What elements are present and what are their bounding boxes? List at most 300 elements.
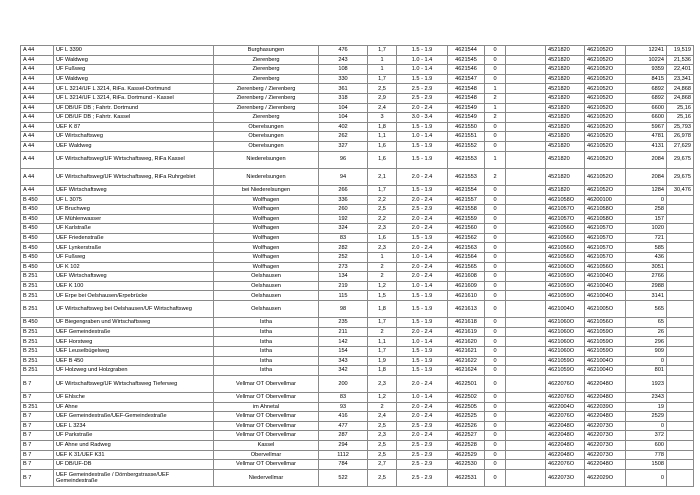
object-id-cell: 4622528 [448,440,485,450]
grade-cell: 2,5 [368,205,397,215]
grade-range-cell: 2.5 - 2.9 [397,469,448,486]
km-cell [667,327,694,337]
grade-cell: 2,2 [368,195,397,205]
part-cell: 0 [485,185,506,195]
node-to-cell: 4621052O [585,141,626,151]
location-cell: Vellmar OT Obervellmar [214,431,319,441]
length-cell: 108 [319,65,368,75]
location-cell: Vellmar OT Obervellmar [214,421,319,431]
km-cell [667,195,694,205]
grade-cell: 2,7 [368,460,397,470]
location-cell: Istha [214,337,319,347]
table-row [21,103,694,113]
table-row [21,151,694,168]
blank-cell [506,253,546,263]
node-from-cell: 4622048O [546,421,585,431]
table-row [21,205,694,215]
grade-cell: 2 [368,327,397,337]
grade-range-cell: 2.0 - 2.4 [397,375,448,392]
station-cell: 0 [626,421,667,431]
station-cell: 801 [626,366,667,376]
station-cell: 2766 [626,272,667,282]
station-cell: 1284 [626,185,667,195]
grade-cell: 2,2 [368,214,397,224]
km-cell [667,243,694,253]
station-cell: 258 [626,205,667,215]
road-cell: A 44 [21,122,54,132]
table-row [21,224,694,234]
object-name-cell: UEF B 450 [54,356,214,366]
grade-range-cell: 1.0 - 1.4 [397,392,448,402]
object-id-cell: 4622502 [448,392,485,402]
length-cell: 83 [319,233,368,243]
station-cell: 19 [626,402,667,412]
object-id-cell: 4621564 [448,253,485,263]
road-cell: B 7 [21,392,54,402]
km-cell [667,233,694,243]
part-cell: 0 [485,421,506,431]
length-cell: 260 [319,205,368,215]
part-cell: 0 [485,233,506,243]
grade-range-cell: 2.0 - 2.4 [397,195,448,205]
station-cell: 1923 [626,375,667,392]
object-name-cell: UF Karlstraße [54,224,214,234]
grade-cell: 2,5 [368,440,397,450]
blank-cell [506,392,546,402]
grade-cell: 1,1 [368,337,397,347]
grade-range-cell: 2.5 - 2.9 [397,440,448,450]
location-cell: Oelshausen [214,291,319,301]
location-cell: Wolfhagen [214,233,319,243]
object-id-cell: 4621560 [448,224,485,234]
object-id-cell: 4621546 [448,65,485,75]
part-cell: 1 [485,151,506,168]
object-id-cell: 4621610 [448,291,485,301]
grade-cell: 1,8 [368,301,397,318]
part-cell: 2 [485,113,506,123]
table-row [21,450,694,460]
table-row [21,74,694,84]
grade-cell: 2,3 [368,431,397,441]
station-cell: 3141 [626,291,667,301]
node-from-cell: 4622004O [546,402,585,412]
table-row [21,327,694,337]
object-name-cell: UEF Wirtschaftsweg [54,185,214,195]
location-cell: Zierenberg [214,113,319,123]
grade-cell: 1,6 [368,233,397,243]
object-id-cell: 4621618 [448,318,485,328]
location-cell: Wolfhagen [214,262,319,272]
object-id-cell: 4621551 [448,132,485,142]
location-cell: Vellmar OT Obervellmar [214,392,319,402]
node-to-cell: 4621056O [585,262,626,272]
location-cell: Oelshausen [214,281,319,291]
station-cell: 1020 [626,224,667,234]
km-cell [667,450,694,460]
km-cell [667,440,694,450]
part-cell: 0 [485,141,506,151]
road-cell: B 7 [21,460,54,470]
node-from-cell: 4621056O [546,253,585,263]
length-cell: 200 [319,375,368,392]
node-from-cell: 4521820 [546,151,585,168]
object-name-cell: UF DB/UF DB ; Fahrtr. Kassel [54,113,214,123]
grade-cell: 2,5 [368,84,397,94]
object-id-cell: 4621558 [448,205,485,215]
part-cell: 2 [485,168,506,185]
object-name-cell: UF Wirtschaftsweg bei Oelshausen/UF Wirtschaftsweg [54,301,214,318]
part-cell: 0 [485,281,506,291]
object-id-cell: 4621553 [448,168,485,185]
station-cell: 2343 [626,392,667,402]
station-cell: 1508 [626,460,667,470]
km-cell [667,291,694,301]
km-cell [667,272,694,282]
node-to-cell: 4621057O [585,233,626,243]
length-cell: 324 [319,224,368,234]
grade-range-cell: 1.5 - 1.9 [397,301,448,318]
road-cell: B 450 [21,243,54,253]
road-cell: B 7 [21,421,54,431]
road-cell: A 44 [21,168,54,185]
road-cell: A 44 [21,93,54,103]
node-to-cell: 4621052O [585,84,626,94]
object-id-cell: 4622501 [448,375,485,392]
length-cell: 93 [319,402,368,412]
node-to-cell: 4622048O [585,460,626,470]
blank-cell [506,421,546,431]
station-cell: 909 [626,347,667,357]
location-cell: Oelshausen [214,301,319,318]
station-cell: 0 [626,195,667,205]
road-cell: B 450 [21,318,54,328]
grade-range-cell: 1.5 - 1.9 [397,233,448,243]
grade-cell: 1 [368,55,397,65]
object-name-cell: UF Fußweg [54,253,214,263]
blank-cell [506,366,546,376]
location-cell: bei Niederelsungen [214,185,319,195]
part-cell: 0 [485,224,506,234]
location-cell: Wolfhagen [214,253,319,263]
length-cell: 252 [319,253,368,263]
node-from-cell: 4622076O [546,375,585,392]
part-cell: 0 [485,402,506,412]
station-cell: 721 [626,233,667,243]
station-cell: 778 [626,450,667,460]
road-cell: B 251 [21,272,54,282]
km-cell [667,412,694,422]
grade-cell: 1,8 [368,122,397,132]
object-name-cell: UEF K 31/UEF K31 [54,450,214,460]
object-id-cell: 4621557 [448,195,485,205]
table-row [21,412,694,422]
grade-range-cell: 2.0 - 2.4 [397,214,448,224]
grade-cell: 1,2 [368,392,397,402]
node-to-cell: 4622073O [585,421,626,431]
km-cell: 25,16 [667,103,694,113]
grade-range-cell: 2.5 - 2.9 [397,450,448,460]
location-cell: Wolfhagen [214,243,319,253]
table-row [21,141,694,151]
length-cell: 416 [319,412,368,422]
length-cell: 273 [319,262,368,272]
object-name-cell: UF Wirtschaftsweg [54,132,214,142]
station-cell: 565 [626,301,667,318]
length-cell: 104 [319,103,368,113]
length-cell: 94 [319,168,368,185]
blank-cell [506,281,546,291]
grade-range-cell: 2.0 - 2.4 [397,168,448,185]
road-cell: A 44 [21,132,54,142]
length-cell: 211 [319,327,368,337]
grade-range-cell: 2.0 - 2.4 [397,103,448,113]
node-to-cell: 4621004O [585,272,626,282]
grade-cell: 1 [368,253,397,263]
km-cell: 26,978 [667,132,694,142]
node-to-cell: 4621056O [585,318,626,328]
grade-range-cell: 1.5 - 1.9 [397,141,448,151]
node-from-cell: 4622073O [546,469,585,486]
blank-cell [506,103,546,113]
location-cell: Niedervellmar [214,469,319,486]
node-from-cell: 4621057O [546,205,585,215]
blank-cell [506,141,546,151]
grade-cell: 2,3 [368,375,397,392]
blank-cell [506,151,546,168]
part-cell: 0 [485,74,506,84]
table-row [21,84,694,94]
grade-range-cell: 1.5 - 1.9 [397,122,448,132]
road-cell: B 7 [21,431,54,441]
part-cell: 1 [485,103,506,113]
node-from-cell: 4622076O [546,392,585,402]
node-from-cell: 4521820 [546,84,585,94]
part-cell: 0 [485,205,506,215]
node-to-cell: 4621057O [585,253,626,263]
road-cell: A 44 [21,74,54,84]
road-cell: B 450 [21,233,54,243]
object-id-cell: 4621553 [448,151,485,168]
table-row [21,421,694,431]
road-cell: B 251 [21,402,54,412]
grade-range-cell: 1.0 - 1.4 [397,65,448,75]
km-cell [667,253,694,263]
table-row [21,185,694,195]
km-cell: 25,16 [667,113,694,123]
grade-cell: 1,6 [368,151,397,168]
blank-cell [506,450,546,460]
grade-range-cell: 1.5 - 1.9 [397,74,448,84]
table-row [21,366,694,376]
grade-range-cell: 2.0 - 2.4 [397,272,448,282]
blank-cell [506,440,546,450]
station-cell: 12241 [626,46,667,56]
node-from-cell: 4621060O [546,327,585,337]
grade-cell: 1,7 [368,318,397,328]
location-cell: Wolfhagen [214,224,319,234]
length-cell: 115 [319,291,368,301]
location-cell: Zierenberg [214,55,319,65]
station-cell: 4131 [626,141,667,151]
grade-range-cell: 1.0 - 1.4 [397,55,448,65]
part-cell: 0 [485,214,506,224]
station-cell: 6600 [626,113,667,123]
table-row [21,431,694,441]
location-cell: Wolfhagen [214,205,319,215]
node-to-cell: 4621058O [585,214,626,224]
length-cell: 522 [319,469,368,486]
grade-cell: 2 [368,402,397,412]
station-cell: 372 [626,431,667,441]
location-cell: Oberelsungen [214,132,319,142]
location-cell: Niederelsungen [214,151,319,168]
grade-range-cell: 1.5 - 1.9 [397,366,448,376]
length-cell: 343 [319,356,368,366]
km-cell: 29,675 [667,168,694,185]
part-cell: 0 [485,327,506,337]
part-cell: 0 [485,450,506,460]
location-cell: Burghasungen [214,46,319,56]
station-cell: 6892 [626,93,667,103]
station-cell: 9359 [626,65,667,75]
table-row [21,392,694,402]
part-cell: 0 [485,55,506,65]
object-id-cell: 4622505 [448,402,485,412]
table-row [21,318,694,328]
object-id-cell: 4621562 [448,233,485,243]
node-to-cell: 4622073O [585,431,626,441]
road-cell: B 450 [21,224,54,234]
part-cell: 0 [485,122,506,132]
km-cell: 19,519 [667,46,694,56]
grade-range-cell: 3.0 - 3.4 [397,113,448,123]
object-name-cell: UEF Gemeindestraße/UEF-Gemeindestraße [54,412,214,422]
grade-cell: 1,6 [368,141,397,151]
part-cell: 2 [485,93,506,103]
blank-cell [506,65,546,75]
node-from-cell: 4521820 [546,113,585,123]
road-cell: B 251 [21,327,54,337]
blank-cell [506,168,546,185]
length-cell: 262 [319,132,368,142]
grade-range-cell: 2.0 - 2.4 [397,262,448,272]
node-to-cell: 4622039O [585,402,626,412]
grade-cell: 2,5 [368,450,397,460]
object-name-cell: UEF Lynkerstraße [54,243,214,253]
grade-cell: 1,7 [368,46,397,56]
node-to-cell: 4621004O [585,291,626,301]
grade-cell: 2,3 [368,243,397,253]
object-id-cell: 4621609 [448,281,485,291]
table-row [21,243,694,253]
station-cell: 26 [626,327,667,337]
grade-cell: 1,9 [368,356,397,366]
grade-cell: 2,3 [368,224,397,234]
length-cell: 1112 [319,450,368,460]
blank-cell [506,84,546,94]
node-to-cell: 4621052O [585,65,626,75]
object-name-cell: UF Wirtschaftsweg/UF Wirtschaftsweg, RiFa Ruhrgebiet [54,168,214,185]
node-to-cell: 4622073O [585,450,626,460]
table-row [21,301,694,318]
length-cell: 104 [319,113,368,123]
table-row [21,55,694,65]
node-to-cell: 4621052O [585,46,626,56]
node-to-cell: 4622073O [585,440,626,450]
part-cell: 0 [485,65,506,75]
blank-cell [506,262,546,272]
station-cell: 2988 [626,281,667,291]
length-cell: 361 [319,84,368,94]
length-cell: 243 [319,55,368,65]
station-cell: 6892 [626,84,667,94]
road-cell: A 44 [21,84,54,94]
length-cell: 134 [319,272,368,282]
object-name-cell: UF L 3390 [54,46,214,56]
length-cell: 154 [319,347,368,357]
km-cell: 21,536 [667,55,694,65]
km-cell [667,460,694,470]
table-row [21,440,694,450]
road-cell: A 44 [21,151,54,168]
node-from-cell: 4621059O [546,356,585,366]
table-row [21,281,694,291]
object-name-cell: UF Ehlsche [54,392,214,402]
km-cell [667,375,694,392]
grade-cell: 3 [368,113,397,123]
grade-range-cell: 1.5 - 1.9 [397,151,448,168]
grade-range-cell: 2.5 - 2.9 [397,421,448,431]
node-from-cell: 4621059O [546,291,585,301]
node-to-cell: 4621052O [585,122,626,132]
object-id-cell: 4622526 [448,421,485,431]
part-cell: 0 [485,272,506,282]
bridge-data-sheet [20,45,691,487]
km-cell: 23,341 [667,74,694,84]
km-cell [667,402,694,412]
road-cell: B 251 [21,281,54,291]
part-cell: 0 [485,412,506,422]
grade-range-cell: 2.0 - 2.4 [397,431,448,441]
km-cell: 24,868 [667,93,694,103]
node-from-cell: 4622076O [546,412,585,422]
length-cell: 142 [319,337,368,347]
object-id-cell: 4621608 [448,272,485,282]
node-to-cell: 4621052O [585,103,626,113]
length-cell: 342 [319,366,368,376]
node-to-cell: 4621059O [585,327,626,337]
table-row [21,132,694,142]
road-cell: B 7 [21,450,54,460]
grade-range-cell: 1.0 - 1.4 [397,253,448,263]
object-id-cell: 4622525 [448,412,485,422]
road-cell: A 44 [21,65,54,75]
object-id-cell: 4621554 [448,185,485,195]
grade-cell: 1,1 [368,132,397,142]
length-cell: 219 [319,281,368,291]
table-row [21,272,694,282]
length-cell: 327 [319,141,368,151]
object-id-cell: 4621624 [448,366,485,376]
km-cell: 27,629 [667,141,694,151]
node-from-cell: 4521820 [546,74,585,84]
part-cell: 0 [485,132,506,142]
table-row [21,122,694,132]
road-cell: B 7 [21,440,54,450]
node-from-cell: 4621059O [546,366,585,376]
blank-cell [506,46,546,56]
table-row [21,168,694,185]
